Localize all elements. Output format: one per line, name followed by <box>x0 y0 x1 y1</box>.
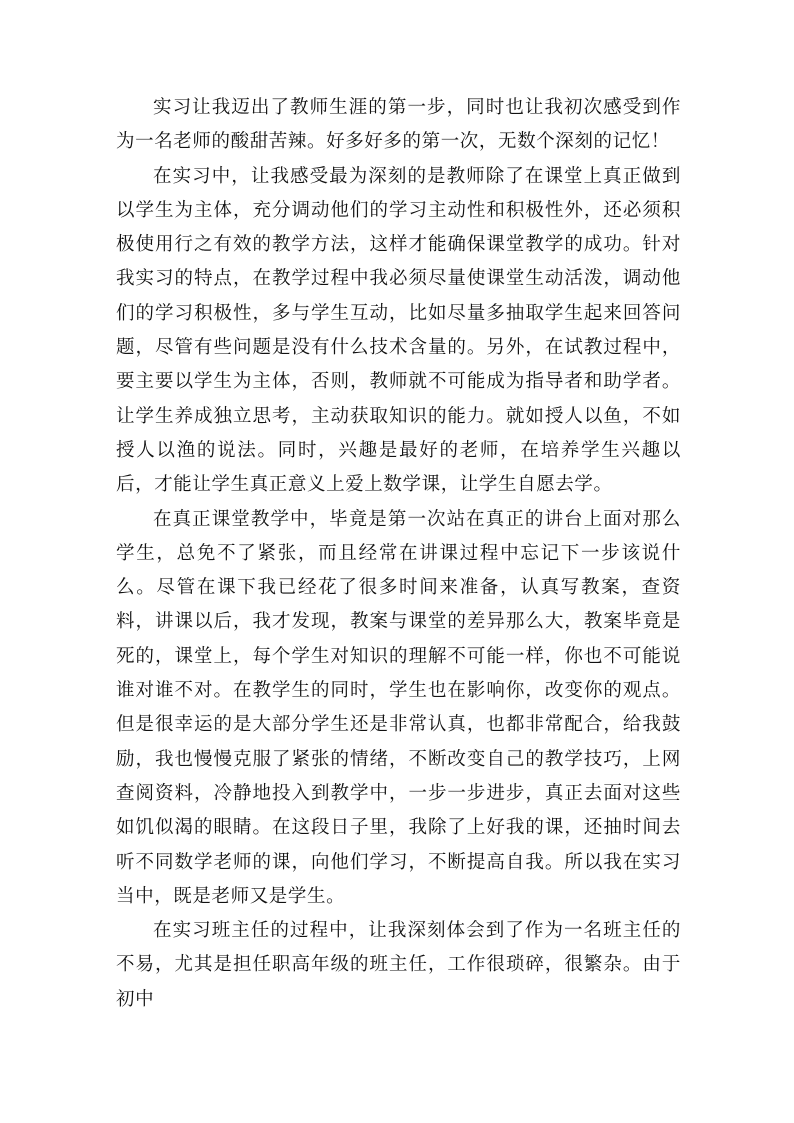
paragraph-3: 在真正课堂教学中，毕竟是第一次站在真正的讲台上面对那么学生，总免不了紧张，而且经常在讲课过程中忘记下一步该说什么。尽管在课下我已经花了很多时间来准备，认真写教案，查资料，讲课以后，我才发现，教案与课堂的差异那么大，教案毕竟是死的，课堂上，每个学生对知识的理解不可能一样，你也不可能说谁对谁不对。在教学生的同时，学生也在影响你，改变你的观点。但是很幸运的是大部分学生还是非常认真，也都非常配合，给我鼓励，我也慢慢克服了紧张的情绪，不断改变自己的教学技巧，上网查阅资料，冷静地投入到教学中，一步一步进步，真正去面对这些如饥似渴的眼睛。在这段日子里，我除了上好我的课，还抽时间去听不同数学老师的课，向他们学习，不断提高自我。所以我在实习当中，既是老师又是学生。 <box>116 508 681 907</box>
document-body <box>116 91 681 1017</box>
paragraph-2: 在实习中，让我感受最为深刻的是教师除了在课堂上真正做到以学生为主体，充分调动他们的学习主动性和积极性外，还必须积极使用行之有效的教学方法，这样才能确保课堂教学的成功。针对我实习的特点，在教学过程中我必须尽量使课堂生动活泼，调动他们的学习积极性，多与学生互动，比如尽量多抽取学生起来回答问题，尽管有些问题是没有什么技术含量的。另外，在试教过程中，要主要以学生为主体，否则，教师就不可能成为指导者和助学者。让学生养成独立思考，主动获取知识的能力。就如授人以鱼，不如授人以渔的说法。同时，兴趣是最好的老师，在培养学生兴趣以后，才能让学生真正意义上爱上数学课，让学生自愿去学。 <box>116 165 681 496</box>
paragraph-1: 实习让我迈出了教师生涯的第一步，同时也让我初次感受到作为一名老师的酸甜苦辣。好多好多的第一次，无数个深刻的记忆！ <box>116 97 681 153</box>
paragraph-4: 在实习班主任的过程中，让我深刻体会到了作为一名班主任的不易，尤其是担任职高年级的班主任，工作很琐碎，很繁杂。由于初中 <box>116 920 681 1010</box>
